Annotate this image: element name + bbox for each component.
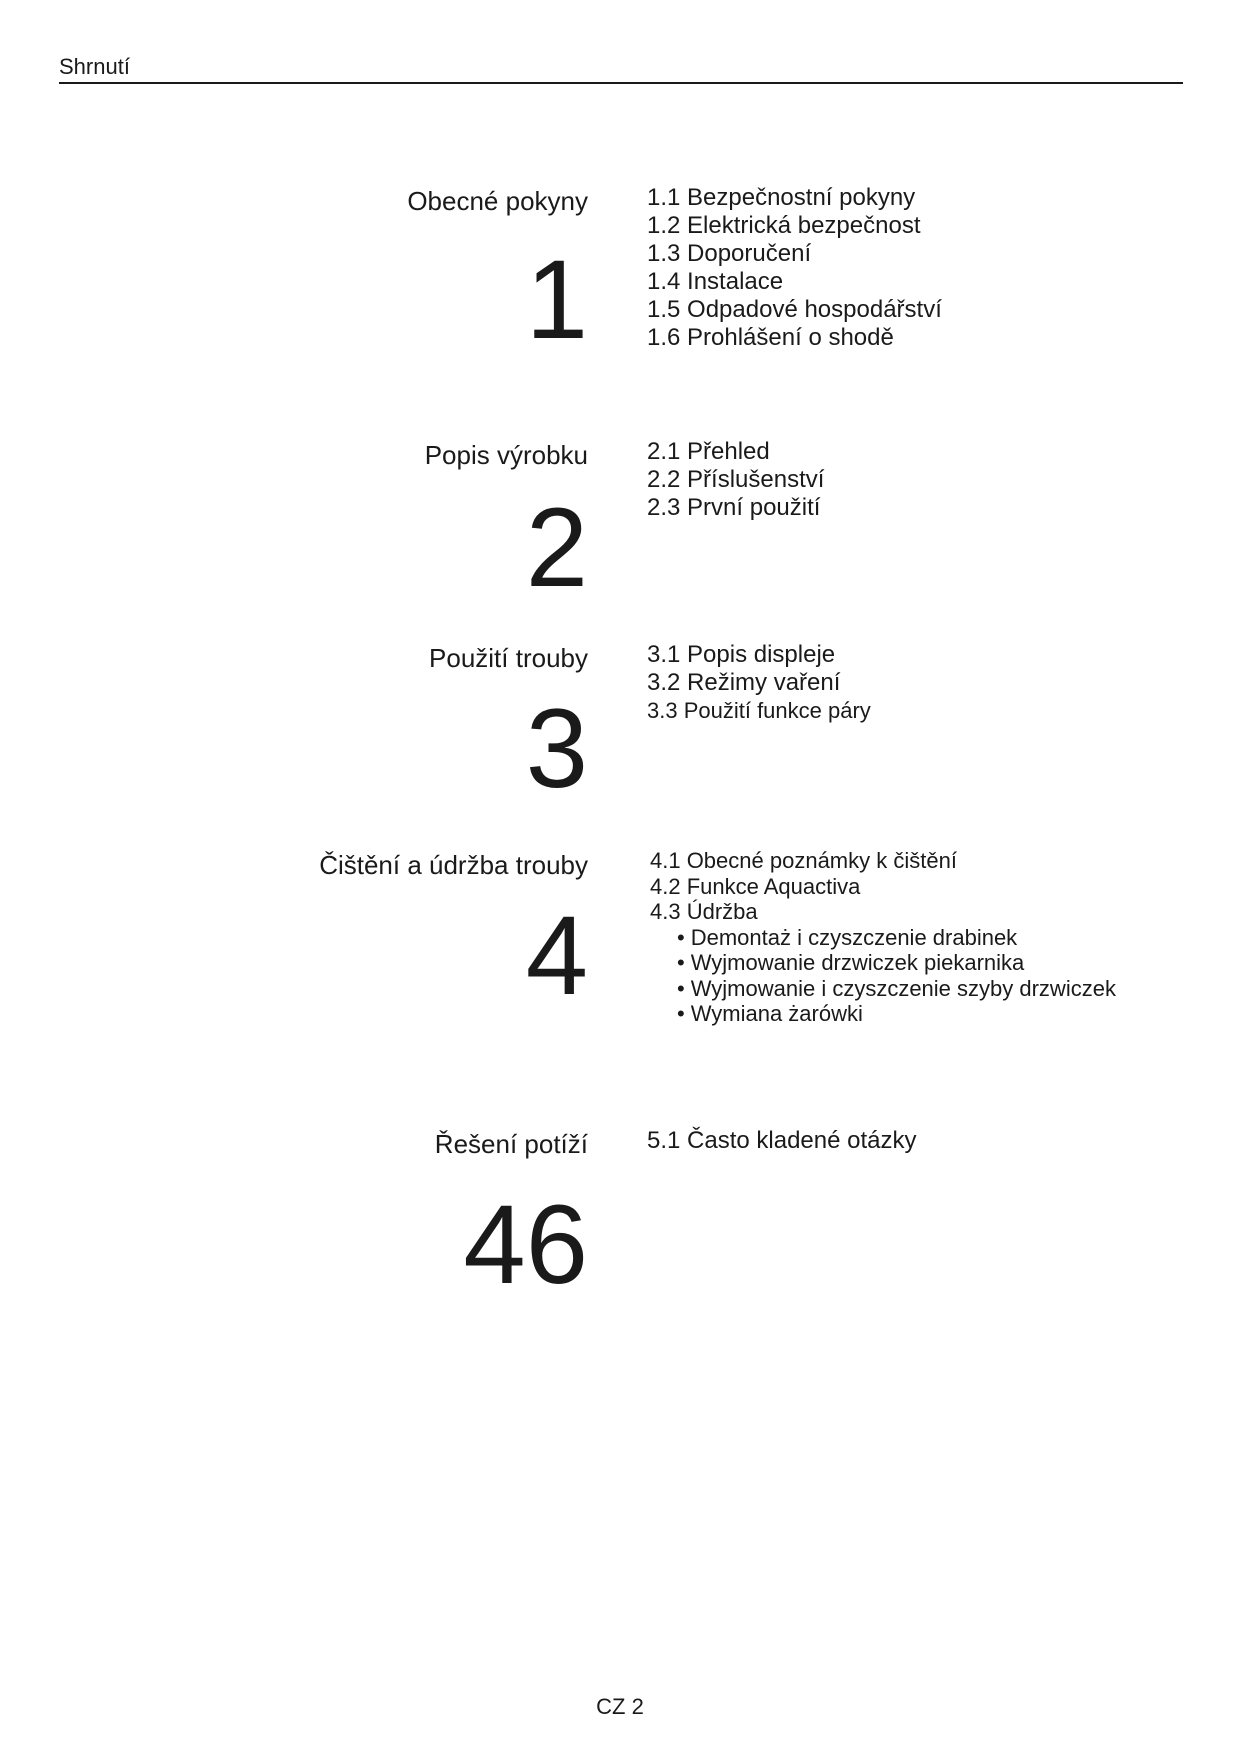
toc-subitem[interactable]: • Wymiana żarówki	[650, 1001, 1116, 1027]
toc-item[interactable]: 2.1 Přehled	[647, 438, 770, 465]
section-title: Čištění a údržba trouby	[319, 850, 588, 880]
toc-item[interactable]: 4.3 Údržba	[650, 899, 758, 924]
section-number: 2	[525, 485, 588, 610]
section-title: Popis výrobku	[424, 440, 588, 470]
toc-item[interactable]: 2.2 Příslušenství	[647, 466, 825, 493]
toc-subitem[interactable]: • Wyjmowanie i czyszczenie szyby drzwiczek	[650, 976, 1116, 1002]
toc-item[interactable]: 1.4 Instalace	[647, 268, 784, 295]
toc-item[interactable]: 4.1 Obecné poznámky k čištění	[650, 848, 957, 873]
toc-item[interactable]: 2.3 První použití	[647, 494, 821, 521]
section-number: 3	[525, 686, 588, 811]
toc-item[interactable]: 1.2 Elektrická bezpečnost	[647, 212, 921, 239]
toc-item[interactable]: 1.3 Doporučení	[647, 240, 812, 267]
section-item-list	[647, 641, 871, 725]
section-title: Řešení potíží	[434, 1129, 588, 1159]
toc-item[interactable]: 1.6 Prohlášení o shodě	[647, 324, 894, 351]
section-item-list	[647, 184, 942, 352]
section-title: Obecné pokyny	[407, 186, 588, 216]
section-number: 46	[463, 1182, 588, 1307]
page-header-title: Shrnutí	[59, 54, 130, 79]
section-number: 4	[525, 893, 588, 1018]
section-item-list	[647, 438, 824, 522]
toc-subitem[interactable]: • Wyjmowanie drzwiczek piekarnika	[650, 950, 1116, 976]
section-item-list	[647, 1127, 917, 1155]
toc-item[interactable]: 1.1 Bezpečnostní pokyny	[647, 184, 916, 211]
section-item-list	[650, 848, 1116, 1027]
page-number: CZ 2	[596, 1694, 644, 1719]
toc-subitem[interactable]: • Demontaż i czyszczenie drabinek	[650, 925, 1116, 951]
toc-item[interactable]: 5.1 Často kladené otázky	[647, 1127, 917, 1154]
toc-item[interactable]: 3.1 Popis displeje	[647, 641, 836, 668]
section-number: 1	[525, 237, 588, 362]
toc-item[interactable]: 3.2 Režimy vaření	[647, 669, 841, 696]
toc-item[interactable]: 4.2 Funkce Aquactiva	[650, 873, 861, 899]
section-title: Použití trouby	[429, 643, 588, 673]
toc-item[interactable]: 3.3 Použití funkce páry	[647, 698, 871, 723]
toc-item[interactable]: 1.5 Odpadové hospodářství	[647, 296, 942, 323]
header-divider	[59, 82, 1183, 84]
